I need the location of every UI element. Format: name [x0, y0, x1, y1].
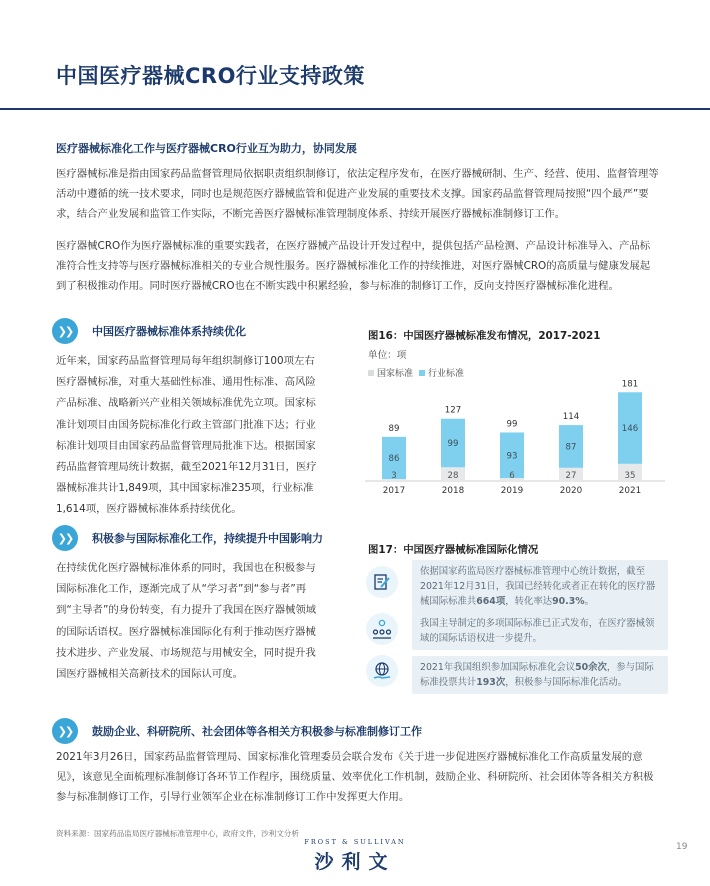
brand-name-cn: 沙利文: [314, 851, 396, 873]
label-industry-2017: 86: [388, 453, 400, 464]
chart-unit-label: 单位：项: [368, 350, 407, 361]
intl-item-1-text-b: ，转化率达: [505, 596, 553, 607]
participation-text: 2021年3月26日，国家药品监督管理局、国家标准化管理委员会联合发布《关于进一步促进医疗器械标准化工作高质量发展的意见》，该意见全面梳理标准制修订各环节工作程序，围绕质量、效率优化工作机制，鼓励企业、科研院所、社会团体等各相关方积极参与标准制修订工作，引导行业领军企业在标准制修订工作中发挥更大作用。: [56, 751, 654, 803]
legend-label-national: 国家标准: [377, 369, 414, 379]
x-tick-2018: 2018: [441, 486, 465, 496]
title-divider: [0, 108, 710, 110]
subsection-participation: [52, 718, 422, 744]
label-total-2018: 127: [444, 405, 462, 416]
document-edit-icon: [366, 566, 398, 598]
intl-item-3-votes: 193次: [476, 677, 506, 688]
label-national-2020: 27: [565, 471, 577, 481]
intl-item-3-text-a: 2021年我国组织参加国际标准化会议: [420, 662, 576, 673]
label-total-2021: 181: [621, 379, 639, 390]
label-national-2018: 28: [447, 471, 459, 481]
intl-item-3-text-b: ，参与国际标准投票共计: [420, 662, 654, 688]
source-note: 资料来源：国家药品监局医疗器械标准管理中心，政府文件，沙利文分析: [56, 829, 299, 838]
label-industry-2019: 93: [506, 451, 518, 462]
label-total-2019: 99: [506, 419, 518, 430]
intro-paragraph-2: 医疗器械CRO作为医疗器械标准的重要实践者，在医疗器械产品设计开发过程中，提供包括产品检测、产品设计标准导入、产品标准符合性支持等与医疗器械标准相关的专业合规性服务。医疗器械标准化工作的持续推进，对医疗器械CRO的高质量与健康发展起到了积极推动作用。同时医疗器械CRO也在不断实践中积累经验，参与标准的制修订工作，反向支持医疗器械标准化进程。: [56, 240, 651, 292]
international-text: 在持续优化医疗器械标准体系的同时，我国也在积极参与国际标准化工作，逐渐完成了从“学习者”到“参与者”再到“主导者”的身份转变，有力提升了我国在医疗器械领域的国际话语权。医疗器械标准国际化有利于推动医疗器械技术进步、产业发展、市场规范与用械安全，同时提升我国医疗器械相关高新技术的国际认可度。: [56, 562, 317, 681]
team-leader-icon: [366, 613, 398, 645]
figure17-title: 图17：中国医疗器械标准国际化情况: [368, 544, 539, 556]
intl-item-3-text-c: ，积极参与国际标准化活动。: [505, 677, 628, 688]
intl-item-2-text: 我国主导制定的多项国际标准已正式发布，在医疗器械领域的国际话语权进一步提升。: [420, 618, 655, 644]
intl-item-1-icon-wrap: [366, 566, 398, 598]
intl-item-3-meetings: 50余次: [575, 662, 607, 673]
label-industry-2018: 99: [447, 439, 459, 450]
intl-item-1-text-c: 。: [584, 596, 595, 607]
intl-item-3: [412, 656, 668, 694]
intl-item-2-icon-wrap: [366, 613, 398, 645]
x-tick-2019: 2019: [500, 486, 524, 496]
subsection-international: [52, 525, 323, 551]
intl-item-3-icon-wrap: [366, 655, 398, 687]
intl-item-2: [412, 612, 668, 650]
double-chevron-icon: ❯❯: [52, 318, 78, 344]
label-national-2017: 3: [391, 471, 397, 481]
globe-hand-icon: [366, 655, 398, 687]
brand-logo: [290, 838, 420, 874]
intl-item-1-rate: 90.3%: [552, 596, 585, 607]
page-number: 19: [676, 842, 688, 852]
label-total-2017: 89: [388, 423, 400, 434]
legend-label-industry: 行业标准: [428, 369, 465, 379]
standards-bar-chart: [365, 370, 665, 500]
page-title: 中国医疗器械CRO行业支持政策: [56, 64, 365, 88]
subsection-heading: 鼓励企业、科研院所、社会团体等各相关方积极参与标准制修订工作: [92, 725, 422, 738]
figure16-title: 图16：中国医疗器械标准发布情况，2017-2021: [368, 330, 601, 342]
label-national-2021: 35: [624, 471, 636, 481]
subsection-standards-system: [52, 318, 246, 344]
x-tick-2020: 2020: [559, 486, 583, 496]
x-tick-2021: 2021: [618, 486, 642, 496]
double-chevron-icon: ❯❯: [52, 525, 78, 551]
subsection-heading: 中国医疗器械标准体系持续优化: [92, 325, 246, 338]
x-tick-2017: 2017: [382, 486, 406, 496]
label-industry-2021: 146: [621, 424, 639, 435]
intl-item-1-count: 664项: [476, 596, 506, 607]
intro-paragraph-1: 医疗器械标准是指由国家药品监督管理局依据职责组织制修订，依法定程序发布，在医疗器械研制、生产、经营、使用、监督管理等活动中遵循的统一技术要求，同时也是规范医疗器械监管和促进产业发展的重要技术支撑。国家药品监督管理局按照“四个最严”要求，结合产业发展和监管工作实际，不断完善医疗器械标准管理制度体系、持续开展医疗器械标准制修订工作。: [56, 168, 659, 220]
label-industry-2020: 87: [565, 442, 577, 453]
double-chevron-icon: ❯❯: [52, 718, 78, 744]
brand-name-en: FROST & SULLIVAN: [304, 838, 406, 846]
label-total-2020: 114: [562, 412, 580, 423]
label-national-2019: 6: [509, 471, 515, 481]
subsection-heading: 积极参与国际标准化工作，持续提升中国影响力: [92, 532, 323, 545]
section-heading: 医疗器械标准化工作与医疗器械CRO行业互为助力，协同发展: [56, 142, 357, 155]
intl-item-1: [412, 560, 668, 613]
standards-system-text: 近年来，国家药品监督管理局每年组织制修订100项左右医疗器械标准，对重大基础性标准、通用性标准、高风险产品标准、战略新兴产业相关领域标准优先立项。国家标准计划项目由国务院标准化行政主管部门批准下达；行业标准计划项目由国家药品监督管理局批准下达。根据国家药品监督管理局统计数据，截至2021年12月31日，医疗器械标准共计1,849项，其中国家标准235项，行业标准1,614项，医疗器械标准体系持续优化。: [56, 355, 317, 516]
intl-item-1-text-a: 依据国家药监局医疗器械标准管理中心统计数据，截至2021年12月31日，我国已经转化或者正在转化的医疗器械国际标准共: [420, 566, 656, 607]
